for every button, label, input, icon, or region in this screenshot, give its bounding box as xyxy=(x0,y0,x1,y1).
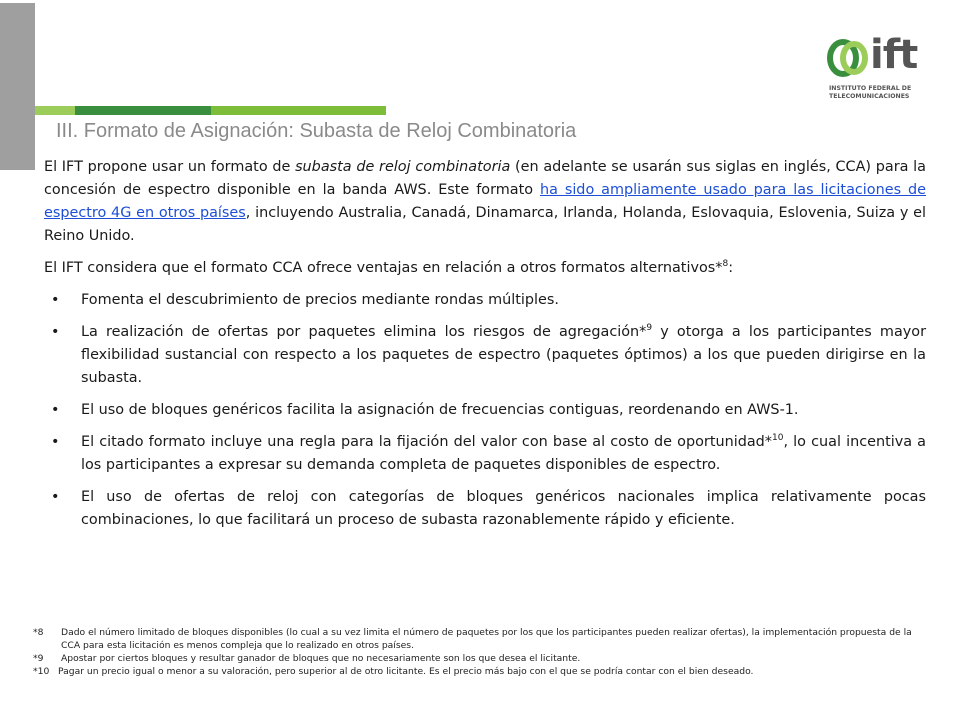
bullet-icon: • xyxy=(51,489,60,505)
list-item: • El citado formato incluye una regla para la fijación del valor con base al costo de oportunidad*$^{10}$, lo cual incentiva a los participantes a expresar su demanda completa de paquetes disponibles de espectro. xyxy=(51,433,927,473)
footnotes xyxy=(33,626,933,678)
footnote-ref-10: 10 xyxy=(772,433,784,443)
slide-body xyxy=(44,156,926,541)
ift-logo-word: ift xyxy=(870,32,918,78)
accent-bar-mid xyxy=(211,106,386,115)
reference-link[interactable]: ha sido ampliamente usado para las licitaciones de espectro 4G en otros países xyxy=(44,182,926,221)
list-item: • La realización de ofertas por paquetes elimina los riesgos de agregación*$^9$ y otorga a los participantes mayor flexibilidad sustancial con respecto a los paquetes de espectro (paquetes óptimos) a los que pueden dirigirse en la subasta. xyxy=(51,323,926,386)
footnote-9: *9 Apostar por ciertos bloques y resultar ganador de bloques que no necesariamente son los que desea el licitante. xyxy=(33,653,581,664)
list-item: • Fomenta el descubrimiento de precios mediante rondas múltiples. xyxy=(44,289,926,312)
accent-bar-dark xyxy=(75,106,211,115)
accent-bar-light xyxy=(35,106,75,115)
bullet-icon: • xyxy=(51,324,60,340)
advantages-list xyxy=(44,289,926,532)
footnote-ref-9: 9 xyxy=(646,323,653,333)
slide-title: III. Formato de Asignación: Subasta de Reloj Combinatoria xyxy=(56,120,577,142)
bullet-icon: • xyxy=(51,292,60,308)
list-item: • El uso de bloques genéricos facilita la asignación de frecuencias contiguas, reordenando en AWS-1. xyxy=(44,399,926,422)
footnote-10: *10 Pagar un precio igual o menor a su valoración, pero superior al de otro licitante. Es el precio más bajo con el que se podría contar con el bien deseado. xyxy=(33,666,754,677)
emphasized-term: subasta de reloj combinatoria xyxy=(295,159,511,175)
ift-logo xyxy=(826,32,936,104)
left-gray-bar xyxy=(0,3,35,170)
bullet-icon: • xyxy=(51,402,60,418)
intro-paragraph: El IFT propone usar un formato de subasta de reloj combinatoria (en adelante se usarán sus siglas en inglés, CCA) para la concesión de espectro disponible en la banda AWS. Este formato ha sido ampliamente usado para las licitaciones de espectro 4G en otros países, incluyendo Australia, Canadá, Dinamarca, Irlanda, Holanda, Eslovaquia, Eslovenia, Suiza y el Reino Unido. xyxy=(44,159,926,244)
list-item: • El uso de ofertas de reloj con categorías de bloques genéricos nacionales implica relativamente pocas combinaciones, lo que facilitará un proceso de subasta razonablemente rápido y eficiente. xyxy=(44,486,926,532)
footnote-8: *8 Dado el número limitado de bloques disponibles (lo cual a su vez limita el número de paquetes por los que los participantes pueden realizar ofertas), la implementación propuesta de la CCA para esta licitación es menos compleja que lo realizado en otros países. xyxy=(33,627,912,651)
footnote-ref-8: 8 xyxy=(722,259,729,269)
ift-logo-mark-icon xyxy=(826,38,871,78)
ift-logo-subtitle: INSTITUTO FEDERAL DE TELECOMUNICACIONES xyxy=(829,85,912,100)
bullet-icon: • xyxy=(51,434,60,450)
advantages-intro: El IFT considera que el formato CCA ofrece ventajas en relación a otros formatos alternativos*$^8$: xyxy=(44,259,734,276)
